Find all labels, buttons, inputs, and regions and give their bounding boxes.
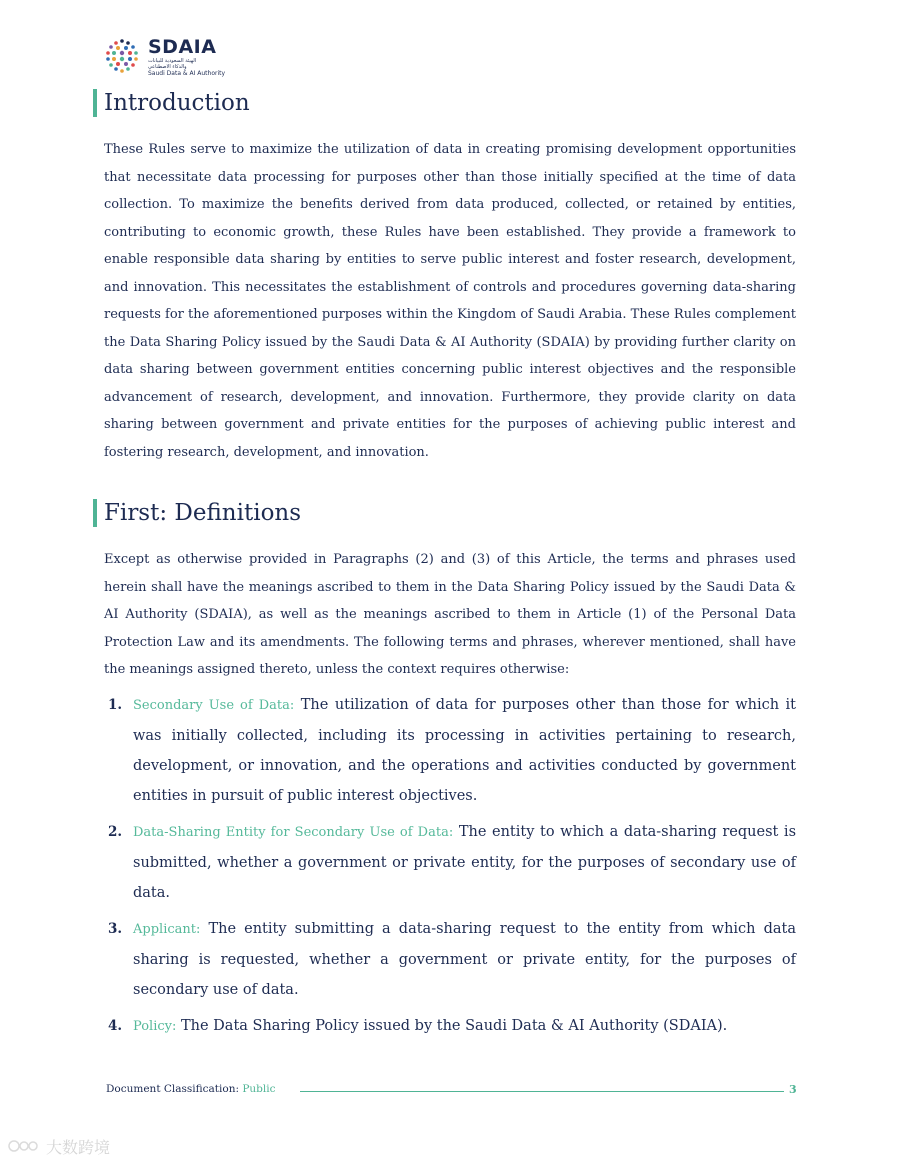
introduction-paragraph: These Rules serve to maximize the utilization of data in creating promising development opportunities that necessitate data processing for purposes other than those initially specified at the time of data collection. To maximize the benefits derived from data produced, collected, or retained by entities, contributing to economic growth, these Rules have been established. They provide a framework to enable responsible data sharing by entities to serve public interest and foster research, development, and innovation. This necessitates the establishment of controls and procedures governing data-sharing requests for the aforementioned purposes within the Kingdom of Saudi Arabia. These Rules complement the Data Sharing Policy issued by the Saudi Data & AI Authority (SDAIA) by providing further clarity on data sharing between government entities concerning public interest objectives and the responsible advancement of research, development, and innovation. Furthermore, they provide clarity on data sharing between government and private entities for the purposes of achieving public interest and fostering research, development, and innovation. xyxy=(104,142,796,460)
watermark xyxy=(8,1133,110,1159)
definition-number: 2. xyxy=(108,824,123,840)
definition-term: Policy: xyxy=(133,1019,177,1034)
definition-text: The entity submitting a data-sharing request to the entity from which data sharing is requested, whether a government or private entity, for the purposes of secondary use of data. xyxy=(133,921,797,998)
definition-item xyxy=(104,690,796,811)
definition-text: The Data Sharing Policy issued by the Saudi Data & AI Authority (SDAIA). xyxy=(180,1018,728,1034)
sdaia-logo xyxy=(102,36,232,80)
logo-arabic-line1: الهيئة السعودية للبيانات xyxy=(148,58,197,64)
watermark-text: 大数跨境 xyxy=(46,1137,111,1157)
definition-item xyxy=(104,914,796,1005)
definition-term: Applicant: xyxy=(133,922,201,937)
definition-number: 1. xyxy=(108,697,123,713)
definitions-heading-text: First: Definitions xyxy=(104,500,302,526)
definition-term: Data-Sharing Entity for Secondary Use of Data: xyxy=(133,825,454,840)
introduction-heading-text: Introduction xyxy=(104,90,250,116)
classification-value: Public xyxy=(242,1083,276,1095)
logo-arabic-line2: والذكاء الاصطناعي xyxy=(148,64,187,70)
heading-accent-bar xyxy=(93,89,97,117)
definitions-heading xyxy=(93,498,301,528)
footer-divider xyxy=(300,1091,784,1092)
classification-label: Document Classification: xyxy=(106,1083,240,1095)
logo-english-name: Saudi Data & AI Authority xyxy=(148,70,226,77)
page-number: 3 xyxy=(789,1083,797,1096)
definition-text: The utilization of data for purposes other than those for which it was initially collected, including its processing in activities pertaining to research, development, or innovation, and the operations and activities conducted by government entities in pursuit of public interest objectives. xyxy=(133,697,797,804)
definitions-list xyxy=(104,690,796,1042)
watermark-logo-icon xyxy=(8,1137,42,1155)
definition-number: 4. xyxy=(108,1018,123,1034)
definition-number: 3. xyxy=(108,921,123,937)
definition-text: The entity to which a data-sharing request is submitted, whether a government or private entity, for the purposes of secondary use of data. xyxy=(133,824,797,901)
sdaia-emblem-icon xyxy=(102,36,142,78)
logo-wordmark: SDAIA xyxy=(148,36,217,58)
definition-item xyxy=(104,1011,796,1042)
introduction-heading xyxy=(93,88,250,118)
definition-term: Secondary Use of Data: xyxy=(133,698,295,713)
definition-item xyxy=(104,817,796,908)
heading-accent-bar xyxy=(93,499,97,527)
definitions-intro-paragraph: Except as otherwise provided in Paragraphs (2) and (3) of this Article, the terms and phrases used herein shall have the meanings ascribed to them in the Data Sharing Policy issued by the Saudi Data & AI Authority (SDAIA), as well as the meanings ascribed to them in Article (1) of the Personal Data Protection Law and its amendments. The following terms and phrases, wherever mentioned, shall have the meanings assigned thereto, unless the context requires otherwise: xyxy=(104,552,796,677)
document-classification xyxy=(106,1083,276,1095)
